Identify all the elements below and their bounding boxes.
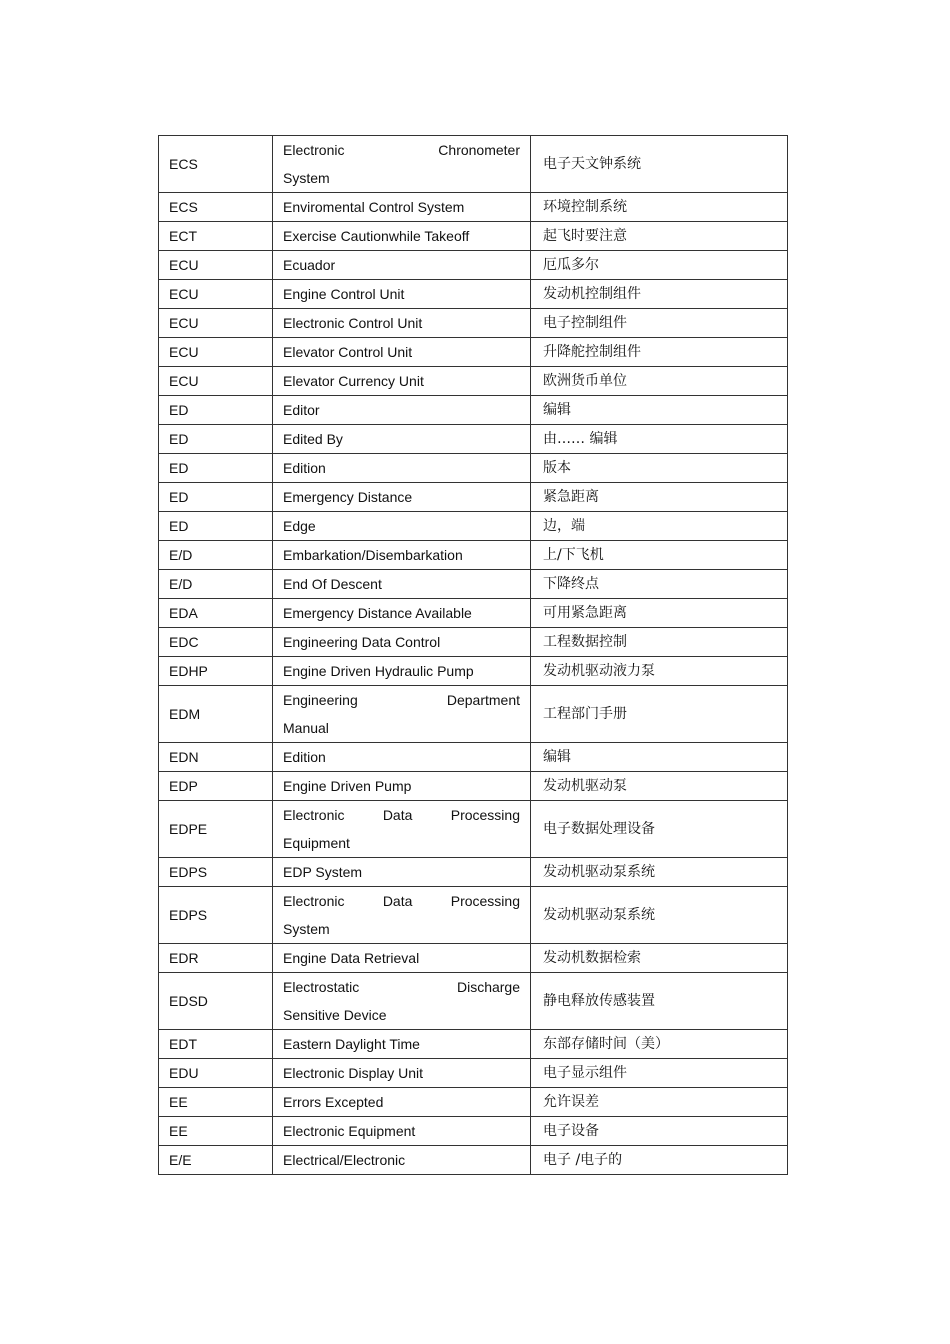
chinese-translation-cell: 起飞时要注意 <box>531 222 788 251</box>
abbreviation-cell: EDC <box>159 628 273 657</box>
table-row <box>159 280 788 309</box>
table-row <box>159 193 788 222</box>
term-word: Chronometer <box>438 142 520 158</box>
chinese-translation-cell: 电子数据处理设备 <box>531 801 788 858</box>
term-line-tail: System <box>283 921 330 937</box>
table-row <box>159 973 788 1030</box>
abbreviation-cell: EDPS <box>159 887 273 944</box>
chinese-translation-cell: 东部存储时间（美） <box>531 1030 788 1059</box>
chinese-translation-cell: 欧洲货币单位 <box>531 367 788 396</box>
term-cell: Electronic Display Unit <box>273 1059 531 1088</box>
term-cell: Editor <box>273 396 531 425</box>
term-line-tail: Equipment <box>283 835 350 851</box>
term-word: Electronic <box>283 807 345 823</box>
abbreviation-cell: EDN <box>159 743 273 772</box>
chinese-translation-cell: 上/下飞机 <box>531 541 788 570</box>
term-line-tail: Manual <box>283 720 329 736</box>
term-line-justified <box>283 136 520 164</box>
term-cell: Engine Control Unit <box>273 280 531 309</box>
abbreviation-cell: ED <box>159 425 273 454</box>
term-word: Electronic <box>283 142 345 158</box>
table-row <box>159 657 788 686</box>
abbreviation-cell: EE <box>159 1117 273 1146</box>
abbreviation-cell: E/D <box>159 541 273 570</box>
table-row <box>159 686 788 743</box>
table-row <box>159 1117 788 1146</box>
term-cell: Emergency Distance Available <box>273 599 531 628</box>
abbreviation-cell: EDA <box>159 599 273 628</box>
term-cell: Edited By <box>273 425 531 454</box>
abbreviation-cell: EDR <box>159 944 273 973</box>
abbreviation-cell: ECU <box>159 251 273 280</box>
table-row <box>159 512 788 541</box>
chinese-translation-cell: 紧急距离 <box>531 483 788 512</box>
table-row <box>159 1146 788 1175</box>
chinese-translation-cell: 发动机驱动泵系统 <box>531 858 788 887</box>
term-cell <box>273 136 531 193</box>
chinese-translation-cell: 可用紧急距离 <box>531 599 788 628</box>
term-cell: Engineering Data Control <box>273 628 531 657</box>
term-cell: Enviromental Control System <box>273 193 531 222</box>
term-cell: Edge <box>273 512 531 541</box>
term-line-justified <box>283 887 520 915</box>
table-row <box>159 1059 788 1088</box>
term-cell: End Of Descent <box>273 570 531 599</box>
abbreviation-cell: ECT <box>159 222 273 251</box>
term-word: Engineering <box>283 692 358 708</box>
chinese-translation-cell: 电子天文钟系统 <box>531 136 788 193</box>
term-cell: Edition <box>273 743 531 772</box>
term-word: Data <box>382 893 413 909</box>
abbreviation-cell: ECU <box>159 338 273 367</box>
term-word: Department <box>446 692 520 708</box>
chinese-translation-cell: 静电释放传感装置 <box>531 973 788 1030</box>
abbreviation-cell: ECS <box>159 136 273 193</box>
term-cell: Elevator Currency Unit <box>273 367 531 396</box>
table-row <box>159 743 788 772</box>
table-row <box>159 454 788 483</box>
chinese-translation-cell: 发动机控制组件 <box>531 280 788 309</box>
table-row <box>159 772 788 801</box>
table-row <box>159 309 788 338</box>
chinese-translation-cell: 工程部门手册 <box>531 686 788 743</box>
glossary-body <box>159 136 788 1175</box>
term-word: Data <box>382 807 413 823</box>
term-cell: Electronic Equipment <box>273 1117 531 1146</box>
chinese-translation-cell: 下降终点 <box>531 570 788 599</box>
term-cell: Engine Driven Hydraulic Pump <box>273 657 531 686</box>
abbreviation-cell: EDSD <box>159 973 273 1030</box>
term-cell: Elevator Control Unit <box>273 338 531 367</box>
term-line-justified <box>283 686 520 714</box>
table-row <box>159 599 788 628</box>
table-row <box>159 887 788 944</box>
table-row <box>159 338 788 367</box>
abbreviation-cell: ED <box>159 483 273 512</box>
table-row <box>159 222 788 251</box>
abbreviation-cell: EDP <box>159 772 273 801</box>
table-row <box>159 541 788 570</box>
term-cell: Edition <box>273 454 531 483</box>
chinese-translation-cell: 编辑 <box>531 743 788 772</box>
term-word: Discharge <box>456 979 520 995</box>
term-word: Electrostatic <box>283 979 360 995</box>
chinese-translation-cell: 发动机驱动泵 <box>531 772 788 801</box>
term-cell: Emergency Distance <box>273 483 531 512</box>
chinese-translation-cell: 升降舵控制组件 <box>531 338 788 367</box>
chinese-translation-cell: 允许误差 <box>531 1088 788 1117</box>
glossary-table <box>158 135 788 1175</box>
table-row <box>159 483 788 512</box>
chinese-translation-cell: 厄瓜多尔 <box>531 251 788 280</box>
abbreviation-cell: ECU <box>159 367 273 396</box>
table-row <box>159 1030 788 1059</box>
abbreviation-cell: EDPE <box>159 801 273 858</box>
chinese-translation-cell: 环境控制系统 <box>531 193 788 222</box>
term-cell <box>273 887 531 944</box>
abbreviation-cell: EE <box>159 1088 273 1117</box>
abbreviation-cell: ED <box>159 454 273 483</box>
table-row <box>159 1088 788 1117</box>
term-word: Processing <box>450 807 520 823</box>
abbreviation-cell: EDU <box>159 1059 273 1088</box>
abbreviation-cell: ED <box>159 396 273 425</box>
term-cell: Electronic Control Unit <box>273 309 531 338</box>
term-cell <box>273 686 531 743</box>
table-row <box>159 396 788 425</box>
chinese-translation-cell: 编辑 <box>531 396 788 425</box>
chinese-translation-cell: 工程数据控制 <box>531 628 788 657</box>
term-cell: EDP System <box>273 858 531 887</box>
term-line-tail: Sensitive Device <box>283 1007 387 1023</box>
abbreviation-cell: ECU <box>159 280 273 309</box>
term-cell <box>273 801 531 858</box>
table-row <box>159 367 788 396</box>
table-row <box>159 251 788 280</box>
chinese-translation-cell: 发动机数据检索 <box>531 944 788 973</box>
abbreviation-cell: E/E <box>159 1146 273 1175</box>
chinese-translation-cell: 版本 <box>531 454 788 483</box>
term-line-justified <box>283 973 520 1001</box>
term-cell: Engine Data Retrieval <box>273 944 531 973</box>
table-row <box>159 944 788 973</box>
table-row <box>159 425 788 454</box>
abbreviation-cell: ED <box>159 512 273 541</box>
chinese-translation-cell: 电子显示组件 <box>531 1059 788 1088</box>
term-cell: Ecuador <box>273 251 531 280</box>
term-cell: Errors Excepted <box>273 1088 531 1117</box>
term-cell <box>273 973 531 1030</box>
term-cell: Electrical/Electronic <box>273 1146 531 1175</box>
term-word: Processing <box>450 893 520 909</box>
term-word: Electronic <box>283 893 345 909</box>
chinese-translation-cell: 发动机驱动泵系统 <box>531 887 788 944</box>
chinese-translation-cell: 电子 /电子的 <box>531 1146 788 1175</box>
term-cell: Exercise Cautionwhile Takeoff <box>273 222 531 251</box>
abbreviation-cell: EDT <box>159 1030 273 1059</box>
chinese-translation-cell: 发动机驱动液力泵 <box>531 657 788 686</box>
chinese-translation-cell: 由…… 编辑 <box>531 425 788 454</box>
abbreviation-cell: ECU <box>159 309 273 338</box>
table-row <box>159 628 788 657</box>
chinese-translation-cell: 电子控制组件 <box>531 309 788 338</box>
chinese-translation-cell: 边，端 <box>531 512 788 541</box>
term-cell: Engine Driven Pump <box>273 772 531 801</box>
chinese-translation-cell: 电子设备 <box>531 1117 788 1146</box>
term-line-justified <box>283 801 520 829</box>
abbreviation-cell: ECS <box>159 193 273 222</box>
abbreviation-cell: EDM <box>159 686 273 743</box>
abbreviation-cell: E/D <box>159 570 273 599</box>
table-row <box>159 858 788 887</box>
table-row <box>159 136 788 193</box>
term-cell: Eastern Daylight Time <box>273 1030 531 1059</box>
term-line-tail: System <box>283 170 330 186</box>
term-cell: Embarkation/Disembarkation <box>273 541 531 570</box>
abbreviation-cell: EDPS <box>159 858 273 887</box>
table-row <box>159 570 788 599</box>
abbreviation-cell: EDHP <box>159 657 273 686</box>
table-row <box>159 801 788 858</box>
